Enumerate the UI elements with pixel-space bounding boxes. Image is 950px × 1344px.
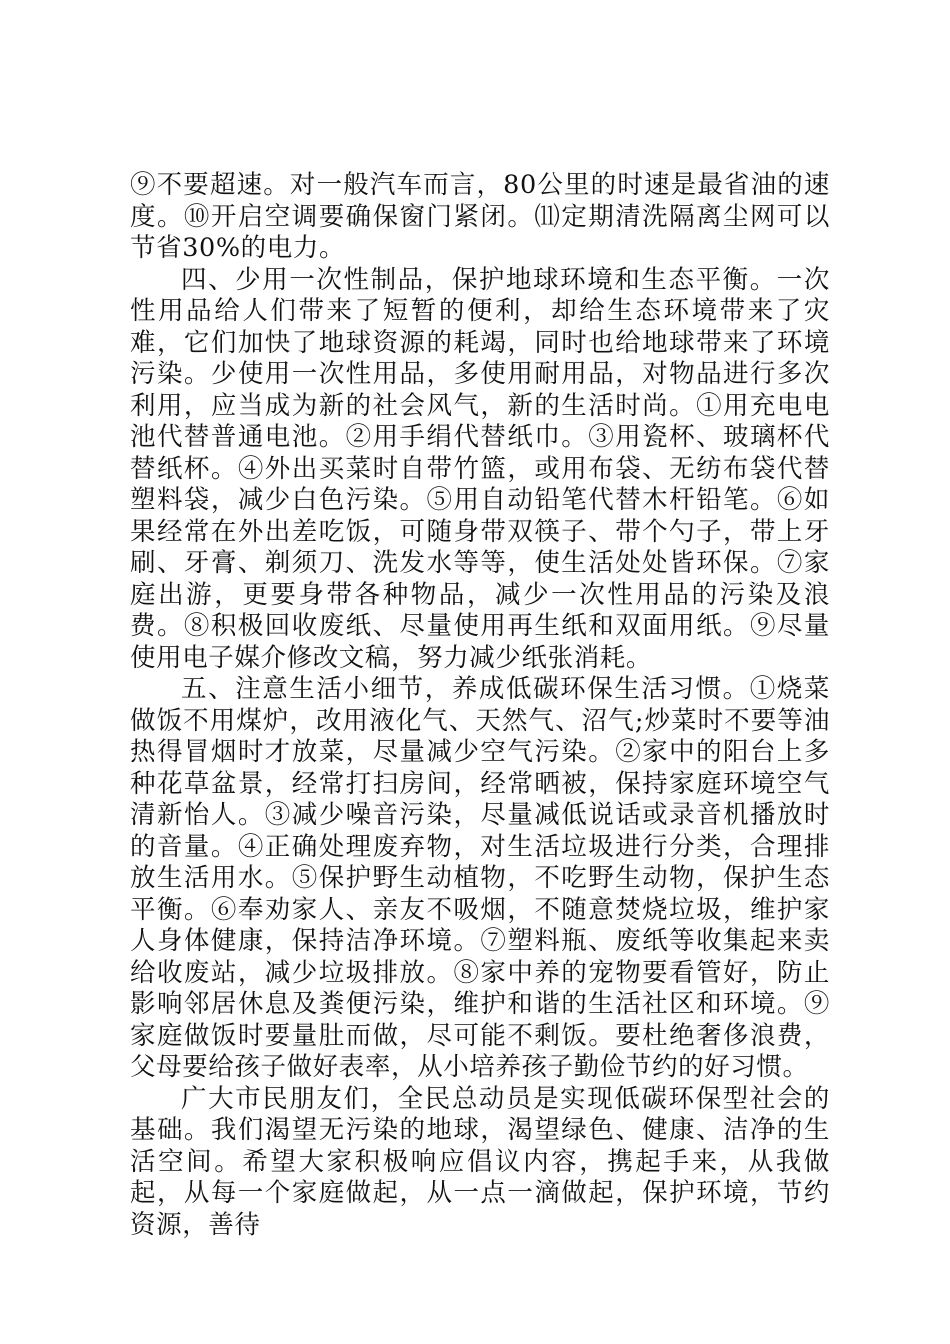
paragraph-lowcarbon-habits: 五、注意生活小细节，养成低碳环保生活习惯。①烧菜做饭不用煤炉，改用液化气、天然气、沼气;炒菜时不要等油热得冒烟时才放菜，尽量减少空气污染。②家中的阳台上多种花草盆景，经常打扫房间，经常晒被，保持家庭环境空气清新怡人。③减少噪音污染，尽量减低说话或录音机播放时的音量。④正确处理废弃物，对生活垃圾进行分类，合理排放生活用水。⑤保护野生动植物，不吃野生动物，保护生态平衡。⑥奉劝家人、亲友不吸烟，不随意焚烧垃圾，维护家人身体健康，保持洁净环境。⑦塑料瓶、废纸等收集起来卖给收废站，减少垃圾排放。⑧家中养的宠物要看管好，防止影响邻居休息及粪便污染，维护和谐的生活社区和环境。⑨家庭做饭时要量肚而做，尽可能不剩饭。要杜绝奢侈浪费，父母要给孩子做好表率，从小培养孩子勤俭节约的好习惯。 (130, 674, 830, 1082)
paragraph-disposable-products: 四、少用一次性制品，保护地球环境和生态平衡。一次性用品给人们带来了短暂的便利，却给生态环境带来了灾难，它们加快了地球资源的耗竭，同时也给地球带来了环境污染。少使用一次性用品，多使用耐用品，对物品进行多次利用，应当成为新的社会风气，新的生活时尚。①用充电电池代替普通电池。②用手绢代替纸巾。③用瓷杯、玻璃杯代替纸杯。④外出买菜时自带竹篮，或用布袋、无纺布袋代替塑料袋，减少白色污染。⑤用自动铅笔代替木杆铅笔。⑥如果经常在外出差吃饭，可随身带双筷子、带个勺子，带上牙刷、牙膏、剃须刀、洗发水等等，使生活处处皆环保。⑦家庭出游，更要身带各种物品，减少一次性用品的污染及浪费。⑧积极回收废纸、尽量使用再生纸和双面用纸。⑨尽量使用电子媒介修改文稿，努力减少纸张消耗。 (130, 264, 830, 673)
document-page (130, 170, 830, 1241)
paragraph-speed-aircon-tips: ⑨不要超速。对一般汽车而言，80公里的时速是最省油的速度。⑩开启空调要确保窗门紧闭。⑾定期清洗隔离尘网可以节省30%的电力。 (130, 170, 830, 263)
paragraph-appeal-to-citizens: 广大市民朋友们，全民总动员是实现低碳环保型社会的基础。我们渴望无污染的地球，渴望绿色、健康、洁净的生活空间。希望大家积极响应倡议内容，携起手来，从我做起，从每一个家庭做起，从一点一滴做起，保护环境，节约资源，善待 (130, 1083, 830, 1240)
